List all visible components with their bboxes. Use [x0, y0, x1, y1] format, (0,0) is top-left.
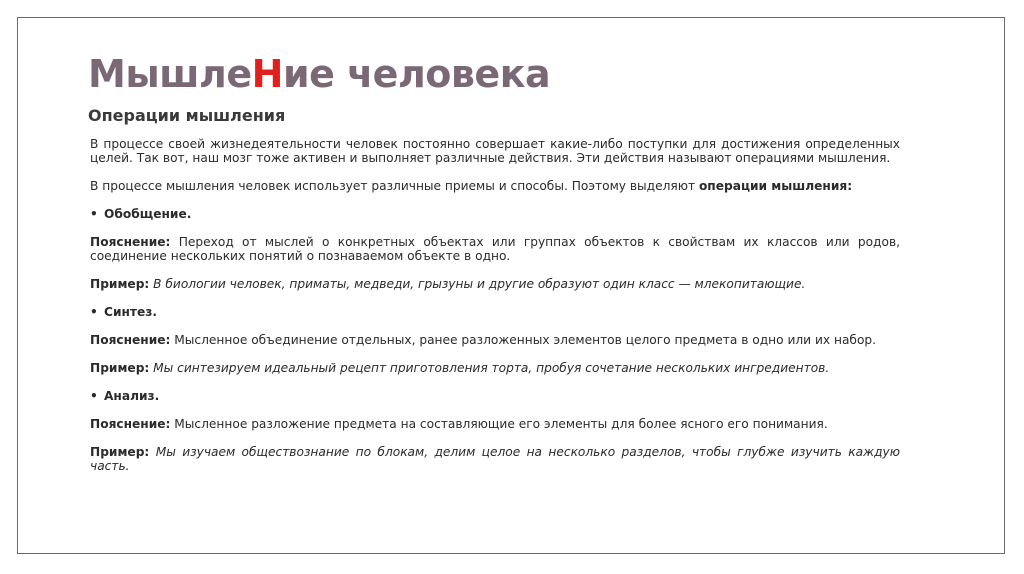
item-name: Анализ.	[104, 389, 160, 403]
item-example	[90, 277, 900, 291]
title-part-1: Мышле	[88, 52, 252, 96]
list-item-heading	[90, 389, 900, 403]
title-accent-letter: Н	[251, 52, 283, 96]
item-explanation	[90, 333, 900, 347]
example-text: В биологии человек, приматы, медведи, грызуны и другие образуют один класс — млекопитающие.	[153, 277, 806, 291]
explanation-label: Пояснение:	[90, 235, 171, 249]
intro-paragraph-1: В процессе своей жизнедеятельности человек постоянно совершает какие-либо поступки для достижения определенных целей. Так вот, наш мозг тоже активен и выполняет различные действия. Эти действия называют операциями мышления.	[90, 137, 900, 165]
list-item-heading	[90, 305, 900, 319]
intro-paragraph-2	[90, 179, 900, 193]
bullet-icon: •	[90, 389, 98, 403]
bullet-icon: •	[90, 207, 98, 221]
item-name: Синтез.	[104, 305, 157, 319]
section-subtitle: Операции мышления	[88, 106, 286, 125]
example-label: Пример:	[90, 445, 150, 459]
example-label: Пример:	[90, 277, 150, 291]
explanation-label: Пояснение:	[90, 417, 171, 431]
explanation-label: Пояснение:	[90, 333, 171, 347]
explanation-text: Мысленное объединение отдельных, ранее разложенных элементов целого предмета в одно или их набор.	[174, 333, 877, 347]
list-item-heading	[90, 207, 900, 221]
explanation-text: Переход от мыслей о конкретных объектах или группах объектов к свойствам их классов или родов, соединение нескольких понятий о познаваемом объекте в одно.	[90, 235, 901, 263]
item-explanation	[90, 417, 900, 431]
intro-paragraph-2-bold: операции мышления:	[698, 179, 853, 193]
example-text: Мы изучаем обществознание по блокам, делим целое на несколько разделов, чтобы глубже изучить каждую часть.	[90, 445, 900, 473]
item-example	[90, 361, 900, 375]
item-example	[90, 445, 900, 473]
item-explanation	[90, 235, 900, 263]
item-name: Обобщение.	[104, 207, 192, 221]
bullet-icon: •	[90, 305, 98, 319]
explanation-text: Мысленное разложение предмета на составляющие его элементы для более ясного его понимания.	[174, 417, 828, 431]
page-title	[88, 52, 550, 96]
title-part-2: ие человека	[282, 52, 551, 96]
example-text: Мы синтезируем идеальный рецепт приготовления торта, пробуя сочетание нескольких ингредиентов.	[153, 361, 830, 375]
intro-paragraph-2-text: В процессе мышления человек использует различные приемы и способы. Поэтому выделяют	[90, 179, 699, 193]
slide-body	[90, 137, 900, 487]
example-label: Пример:	[90, 361, 150, 375]
